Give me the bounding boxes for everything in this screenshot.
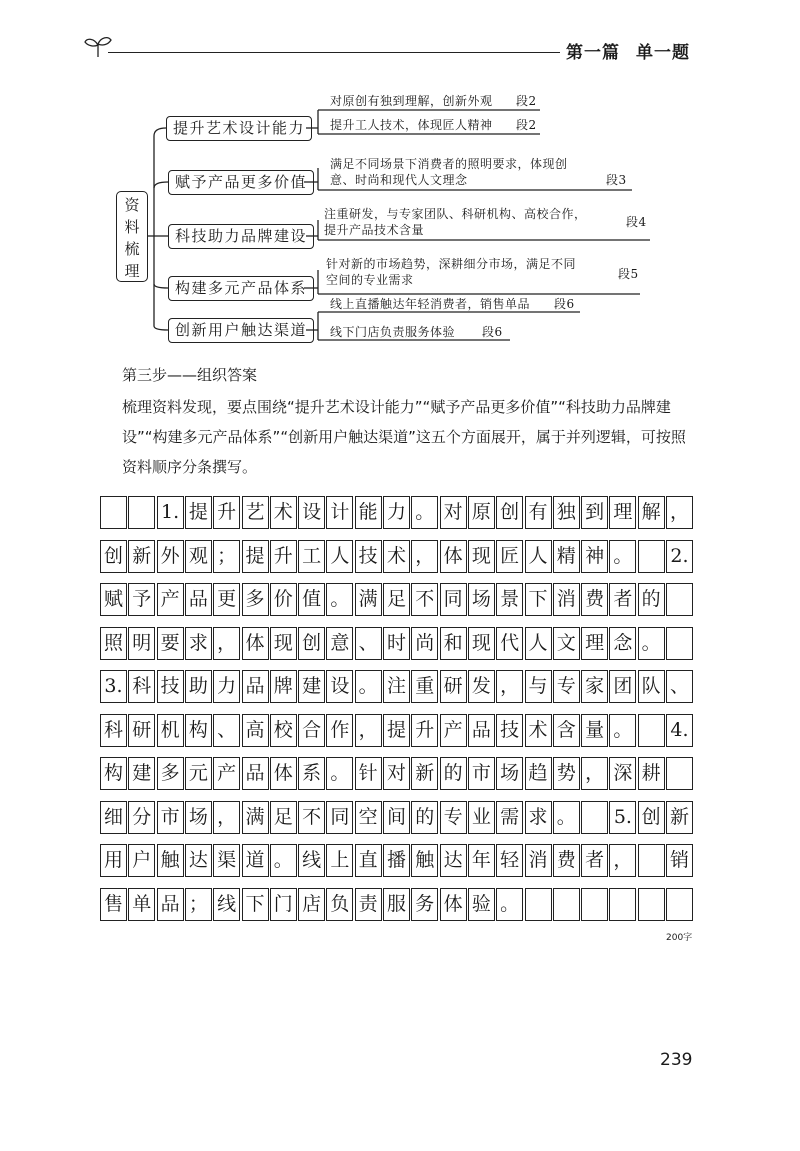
answer-grid-cell <box>638 844 665 877</box>
answer-grid-cell: 多 <box>242 583 269 616</box>
answer-grid-cell: 研 <box>440 670 467 703</box>
answer-grid-cell: 设 <box>298 496 325 529</box>
root-char: 理 <box>124 262 140 280</box>
answer-grid-cell: 的 <box>411 801 438 834</box>
answer-grid-cell: 不 <box>298 801 325 834</box>
answer-grid-cell: 要 <box>157 627 184 660</box>
answer-grid-cell: 助 <box>185 670 212 703</box>
answer-grid-cell: 文 <box>553 627 580 660</box>
answer-grid-cell: 匠 <box>496 540 523 573</box>
answer-grid-cell: 达 <box>185 844 212 877</box>
answer-grid-cell: 创 <box>638 801 665 834</box>
answer-grid-cell: 针 <box>355 757 382 790</box>
answer-grid-cell: 新 <box>666 801 693 834</box>
answer-grid-cell: 验 <box>468 888 495 921</box>
answer-grid-cell: 合 <box>298 714 325 747</box>
answer-grid-cell: 品 <box>242 757 269 790</box>
answer-grid-cell: 用 <box>100 844 127 877</box>
answer-grid-cell: 轻 <box>496 844 523 877</box>
answer-grid-cell: ， <box>355 714 382 747</box>
answer-grid-cell: 注 <box>383 670 410 703</box>
answer-grid-cell: 市 <box>157 801 184 834</box>
answer-grid-cell: 有 <box>525 496 552 529</box>
answer-grid-cell: 业 <box>468 801 495 834</box>
answer-grid-cell: 升 <box>270 540 297 573</box>
answer-grid-cell: 元 <box>185 757 212 790</box>
branch-product-system: 构建多元产品体系 <box>168 276 314 301</box>
answer-grid-cell: 价 <box>270 583 297 616</box>
answer-grid-cell <box>666 757 693 790</box>
answer-grid-cell: 原 <box>468 496 495 529</box>
answer-grid-cell: 销 <box>666 844 693 877</box>
answer-grid-cell: 。 <box>553 801 580 834</box>
leaf-para: 段2 <box>516 94 537 108</box>
answer-grid-cell <box>666 627 693 660</box>
answer-grid-cell: 间 <box>383 801 410 834</box>
answer-grid-cell: 的 <box>440 757 467 790</box>
answer-grid-cell: 创 <box>496 496 523 529</box>
answer-grid-cell: 技 <box>355 540 382 573</box>
answer-grid-cell: 研 <box>128 714 155 747</box>
answer-grid-cell: 。 <box>496 888 523 921</box>
answer-grid-cell: 空 <box>355 801 382 834</box>
header-rule <box>108 52 560 53</box>
answer-grid-cell: 。 <box>609 714 636 747</box>
answer-grid-cell: 达 <box>440 844 467 877</box>
answer-grid-cell: 对 <box>440 496 467 529</box>
answer-grid-cell: 技 <box>157 670 184 703</box>
root-char: 梳 <box>124 240 140 258</box>
answer-grid-cell: 提 <box>185 496 212 529</box>
answer-grid-cell: 时 <box>383 627 410 660</box>
answer-grid-cell: 下 <box>242 888 269 921</box>
answer-grid-cell: 现 <box>270 627 297 660</box>
answer-grid-cell: 对 <box>383 757 410 790</box>
answer-grid-cell: 校 <box>270 714 297 747</box>
answer-grid-cell: 专 <box>440 801 467 834</box>
answer-grid-cell: 含 <box>553 714 580 747</box>
answer-grid-cell: 责 <box>355 888 382 921</box>
answer-grid-cell: 多 <box>157 757 184 790</box>
answer-grid-cell: 专 <box>553 670 580 703</box>
answer-grid-cell: 能 <box>355 496 382 529</box>
answer-grid-cell <box>553 888 580 921</box>
answer-grid-cell: 。 <box>270 844 297 877</box>
answer-grid-cell: 明 <box>128 627 155 660</box>
answer-grid-cell: 品 <box>242 670 269 703</box>
leaf-para: 段6 <box>482 325 503 339</box>
answer-grid-cell: 提 <box>242 540 269 573</box>
answer-grid-cell: 渠 <box>213 844 240 877</box>
answer-grid-cell: 同 <box>326 801 353 834</box>
answer-grid-cell <box>666 888 693 921</box>
answer-grid-cell: 4. <box>666 714 693 747</box>
leaf-text: 线上直播触达年轻消费者，销售单品 <box>330 297 531 311</box>
answer-grid-cell: 不 <box>411 583 438 616</box>
answer-grid-cell <box>100 496 127 529</box>
answer-grid-cell: 意 <box>326 627 353 660</box>
answer-grid-cell: 队 <box>638 670 665 703</box>
answer-grid-cell: 力 <box>383 496 410 529</box>
answer-grid-cell: 量 <box>581 714 608 747</box>
answer-grid-cell <box>525 888 552 921</box>
answer-grid-cell: 1. <box>157 496 184 529</box>
answer-grid-row <box>100 583 694 616</box>
answer-grid-cell: 5. <box>609 801 636 834</box>
answer-grid-cell: 术 <box>383 540 410 573</box>
answer-grid-cell: 理 <box>581 627 608 660</box>
leaf-text-continued: 意、时尚和现代人文理念 <box>330 173 468 187</box>
root-char: 料 <box>124 218 140 236</box>
answer-grid-cell: 体 <box>270 757 297 790</box>
leaf-para: 段4 <box>626 215 647 229</box>
leaf-text-continued: 空间的专业需求 <box>326 273 414 287</box>
answer-grid-cell: 者 <box>581 844 608 877</box>
branch-user-channels: 创新用户触达渠道 <box>168 318 314 343</box>
answer-grid-cell: 升 <box>213 496 240 529</box>
answer-grid-cell: 品 <box>157 888 184 921</box>
answer-grid-cell: 3. <box>100 670 127 703</box>
answer-grid-cell: 独 <box>553 496 580 529</box>
leaf-para: 段3 <box>606 173 627 187</box>
answer-grid-cell: 费 <box>553 844 580 877</box>
answer-grid-cell: 分 <box>128 801 155 834</box>
header-title <box>566 38 690 63</box>
answer-grid-cell: 科 <box>100 714 127 747</box>
answer-grid-cell: 需 <box>496 801 523 834</box>
answer-grid-cell: 足 <box>270 801 297 834</box>
answer-grid-cell: 人 <box>525 627 552 660</box>
answer-grid-row <box>100 757 694 790</box>
answer-grid-cell <box>581 801 608 834</box>
answer-grid-cell: 创 <box>298 627 325 660</box>
answer-grid-cell: 团 <box>609 670 636 703</box>
branch-tech-brand: 科技助力品牌建设 <box>168 224 314 249</box>
answer-grid-cell: 牌 <box>270 670 297 703</box>
answer-grid-cell: ， <box>666 496 693 529</box>
answer-grid-cell: 满 <box>242 801 269 834</box>
answer-grid-cell: ， <box>496 670 523 703</box>
word-count-label: 200字 <box>666 933 693 943</box>
answer-grid-cell: 念 <box>609 627 636 660</box>
answer-grid-cell: 场 <box>468 583 495 616</box>
answer-grid-cell: 值 <box>298 583 325 616</box>
answer-grid-cell: 细 <box>100 801 127 834</box>
answer-grid-cell: 与 <box>525 670 552 703</box>
branch-art-design: 提升艺术设计能力 <box>166 116 312 141</box>
answer-grid-cell: 理 <box>609 496 636 529</box>
answer-grid-cell: 术 <box>525 714 552 747</box>
answer-grid-cell: 家 <box>581 670 608 703</box>
leaf-para: 段5 <box>618 267 639 281</box>
answer-grid-cell: 户 <box>128 844 155 877</box>
answer-grid-cell: 场 <box>496 757 523 790</box>
answer-grid-cell: 。 <box>638 627 665 660</box>
answer-grid-cell: 发 <box>468 670 495 703</box>
answer-grid-cell: 计 <box>326 496 353 529</box>
answer-grid-cell: 店 <box>298 888 325 921</box>
answer-grid-cell: 力 <box>213 670 240 703</box>
answer-grid-cell: 体 <box>440 888 467 921</box>
answer-grid-cell: 和 <box>440 627 467 660</box>
material-mindmap <box>0 90 800 350</box>
answer-grid-cell: 、 <box>213 714 240 747</box>
answer-grid-cell: 人 <box>326 540 353 573</box>
answer-grid-row <box>100 888 694 921</box>
answer-grid-row <box>100 540 694 573</box>
answer-grid-cell: 。 <box>609 540 636 573</box>
answer-grid-row <box>100 627 694 660</box>
sprout-icon <box>84 36 112 58</box>
answer-grid-cell: 品 <box>468 714 495 747</box>
answer-grid-cell: ， <box>213 801 240 834</box>
answer-grid-cell: 满 <box>355 583 382 616</box>
answer-grid-cell: 外 <box>157 540 184 573</box>
answer-grid-cell: 神 <box>581 540 608 573</box>
page-header <box>0 0 800 80</box>
answer-grid-cell: 线 <box>298 844 325 877</box>
leaf-para: 段6 <box>554 297 575 311</box>
answer-grid-cell: 足 <box>383 583 410 616</box>
answer-grid-cell: 求 <box>525 801 552 834</box>
answer-grid-cell: 同 <box>440 583 467 616</box>
leaf-text-continued: 提升产品技术含量 <box>324 223 425 237</box>
leaf-text: 对原创有独到理解，创新外观 <box>330 94 493 108</box>
answer-grid-cell: 消 <box>525 844 552 877</box>
page-number: 239 <box>660 1050 693 1070</box>
answer-grid-cell: ， <box>411 540 438 573</box>
answer-grid-cell: ， <box>609 844 636 877</box>
answer-grid-cell: 。 <box>355 670 382 703</box>
answer-grid-cell: 体 <box>440 540 467 573</box>
answer-grid-cell: 术 <box>270 496 297 529</box>
answer-grid-cell: 工 <box>298 540 325 573</box>
answer-grid-cell: 直 <box>355 844 382 877</box>
answer-grid-cell: 单 <box>128 888 155 921</box>
answer-grid-cell: 景 <box>496 583 523 616</box>
answer-grid-cell: 年 <box>468 844 495 877</box>
answer-grid-cell <box>581 888 608 921</box>
answer-grid-cell: 构 <box>100 757 127 790</box>
answer-grid-cell: 售 <box>100 888 127 921</box>
header-section: 第一篇 <box>566 43 620 63</box>
answer-grid-cell: 尚 <box>411 627 438 660</box>
answer-grid-cell: ， <box>581 757 608 790</box>
answer-grid-cell: 予 <box>128 583 155 616</box>
answer-grid-cell: 人 <box>525 540 552 573</box>
answer-grid-row <box>100 670 694 703</box>
answer-grid-cell <box>128 496 155 529</box>
answer-grid-cell: ； <box>185 888 212 921</box>
answer-grid-cell: 建 <box>128 757 155 790</box>
branch-product-value: 赋予产品更多价值 <box>168 170 314 195</box>
answer-grid-cell: 下 <box>525 583 552 616</box>
answer-grid-cell: 2. <box>666 540 693 573</box>
answer-grid-cell: 触 <box>157 844 184 877</box>
answer-grid-cell: 线 <box>213 888 240 921</box>
leaf-text: 线下门店负责服务体验 <box>330 325 456 339</box>
answer-grid-cell: ， <box>213 627 240 660</box>
answer-grid-cell: 现 <box>468 627 495 660</box>
answer-grid-cell: 。 <box>326 583 353 616</box>
answer-grid-cell: 费 <box>581 583 608 616</box>
answer-grid-cell <box>666 583 693 616</box>
answer-grid-cell: 。 <box>411 496 438 529</box>
answer-grid-cell: 深 <box>609 757 636 790</box>
answer-grid-cell: 构 <box>185 714 212 747</box>
answer-grid-cell: 观 <box>185 540 212 573</box>
leaf-text: 满足不同场景下消费者的照明要求，体现创 <box>330 157 568 171</box>
answer-grid-cell: 产 <box>440 714 467 747</box>
intro-text: 梳理资料发现，要点围绕“提升艺术设计能力”“赋予产品更多价值”“科技助力品牌建设”“构建多元产品体系”“创新用户触达渠道”这五个方面展开，属于并列逻辑，可按照资料顺序分条撰写。 <box>122 398 686 476</box>
answer-grid-cell: 消 <box>553 583 580 616</box>
answer-grid-cell <box>609 888 636 921</box>
answer-grid-cell: 机 <box>157 714 184 747</box>
answer-grid-cell: 技 <box>496 714 523 747</box>
intro-paragraph <box>122 392 698 482</box>
answer-grid-cell: 到 <box>581 496 608 529</box>
answer-grid-cell: 道 <box>242 844 269 877</box>
answer-grid-cell <box>638 714 665 747</box>
leaf-text: 提升工人技术，体现匠人精神 <box>330 118 493 132</box>
answer-grid-cell: 解 <box>638 496 665 529</box>
answer-grid-cell: 体 <box>242 627 269 660</box>
answer-grid-cell: 创 <box>100 540 127 573</box>
mindmap-root <box>116 191 148 282</box>
answer-grid-cell: 新 <box>411 757 438 790</box>
answer-grid-cell: 的 <box>638 583 665 616</box>
answer-grid-cell: 耕 <box>638 757 665 790</box>
header-topic: 单一题 <box>636 43 690 63</box>
answer-grid-cell: 市 <box>468 757 495 790</box>
answer-grid-cell: 高 <box>242 714 269 747</box>
answer-grid-cell <box>638 888 665 921</box>
answer-grid-cell: 势 <box>553 757 580 790</box>
answer-grid-cell: 者 <box>609 583 636 616</box>
answer-grid-cell: 新 <box>128 540 155 573</box>
leaf-text: 针对新的市场趋势，深耕细分市场，满足不同 <box>326 257 577 271</box>
answer-grid-cell: 、 <box>355 627 382 660</box>
answer-grid-cell: 品 <box>185 583 212 616</box>
answer-grid-cell: 更 <box>213 583 240 616</box>
answer-grid-cell: 照 <box>100 627 127 660</box>
leaf-text: 注重研发，与专家团队、科研机构、高校合作， <box>324 207 587 221</box>
answer-grid-row <box>100 844 694 877</box>
answer-grid-row <box>100 801 694 834</box>
answer-grid-cell: 触 <box>411 844 438 877</box>
root-char: 资 <box>124 196 140 214</box>
answer-grid-cell: 产 <box>157 583 184 616</box>
answer-grid-cell: 场 <box>185 801 212 834</box>
answer-grid-row <box>100 496 694 529</box>
answer-grid-cell: 务 <box>411 888 438 921</box>
answer-grid-cell: 设 <box>326 670 353 703</box>
answer-grid-cell: 门 <box>270 888 297 921</box>
answer-grid-cell: 趋 <box>525 757 552 790</box>
answer-grid-cell: 代 <box>496 627 523 660</box>
answer-grid-cell: 精 <box>553 540 580 573</box>
answer-grid-cell: 建 <box>298 670 325 703</box>
answer-grid-cell: 艺 <box>242 496 269 529</box>
answer-grid-cell: 现 <box>468 540 495 573</box>
answer-grid-cell: 重 <box>411 670 438 703</box>
answer-grid-cell: 求 <box>185 627 212 660</box>
answer-grid-cell: 提 <box>383 714 410 747</box>
step-title: 第三步——组织答案 <box>122 366 258 384</box>
answer-grid-cell: 播 <box>383 844 410 877</box>
answer-grid-cell: 上 <box>326 844 353 877</box>
answer-grid-cell: 服 <box>383 888 410 921</box>
answer-grid-cell: 。 <box>326 757 353 790</box>
answer-grid-cell: 系 <box>298 757 325 790</box>
leaf-para: 段2 <box>516 118 537 132</box>
answer-grid-cell: 赋 <box>100 583 127 616</box>
answer-grid-cell: 作 <box>326 714 353 747</box>
answer-grid-cell <box>638 540 665 573</box>
answer-grid-row <box>100 714 694 747</box>
answer-grid-cell: 负 <box>326 888 353 921</box>
answer-grid-cell: ； <box>213 540 240 573</box>
answer-grid-cell: 科 <box>128 670 155 703</box>
answer-grid-cell: 产 <box>213 757 240 790</box>
answer-grid-cell: 升 <box>411 714 438 747</box>
answer-grid-cell: 、 <box>666 670 693 703</box>
